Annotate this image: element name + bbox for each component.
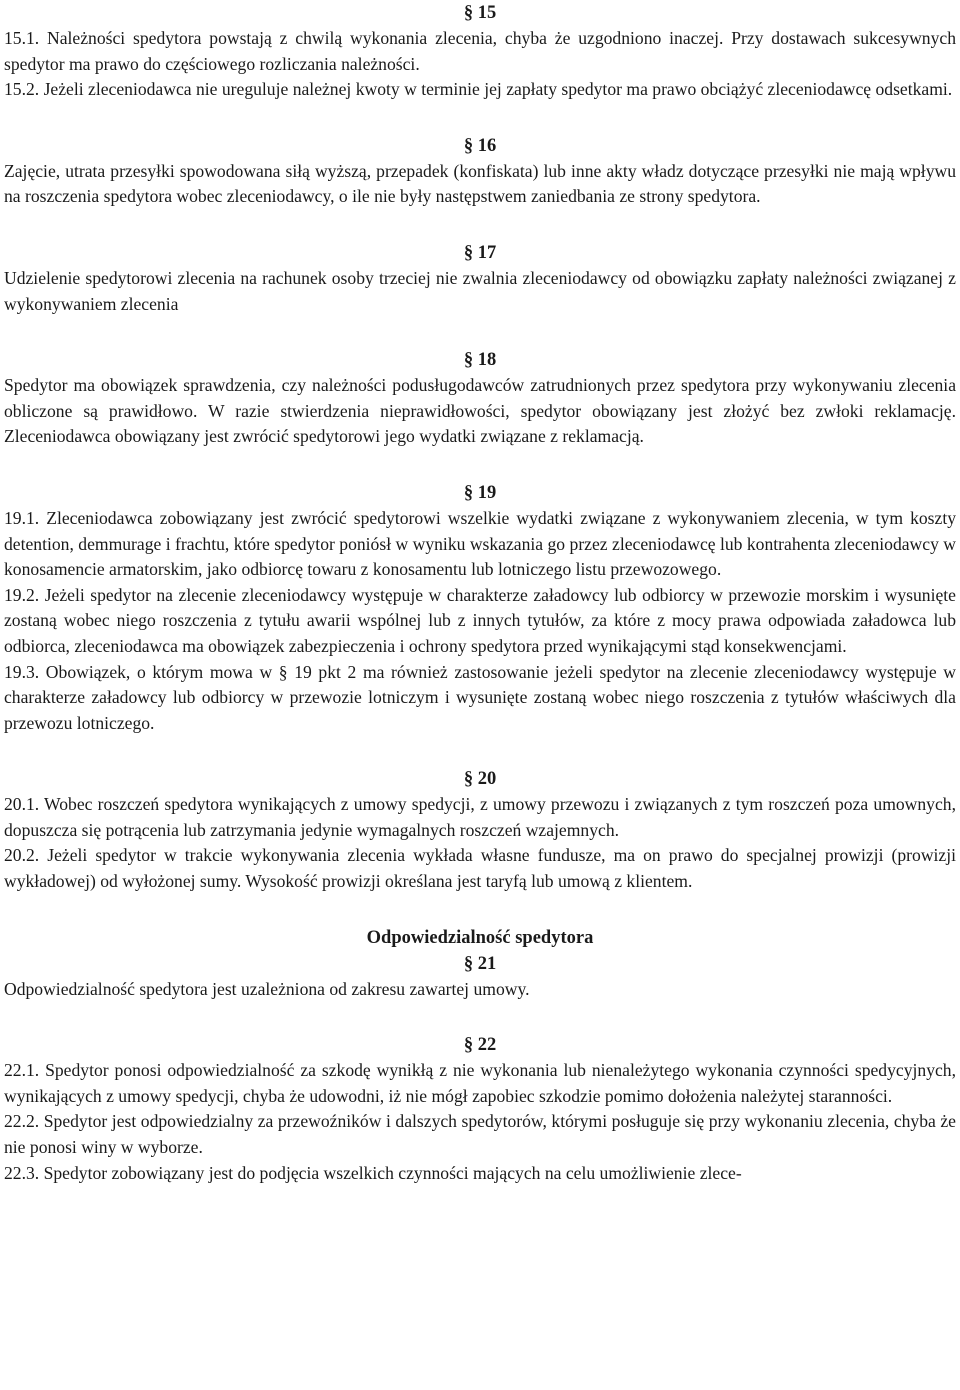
paragraph: 15.2. Jeżeli zleceniodawca nie ureguluje należnej kwoty w terminie jej zapłaty spedytor ma prawo obciążyć zleceniodawcę odsetkami. (4, 79, 953, 100)
section-heading: § 15 (463, 3, 497, 23)
paragraph: 20.1. Wobec roszczeń spedytora wynikających z umowy spedycji, z umowy przewozu i związanych z tym roszczeń poza umownych, dopuszcza się potrącenia lub zatrzymania jedynie wymagalnych roszczeń wzajemnych. (4, 794, 956, 840)
paragraph: 19.1. Zleceniodawca zobowiązany jest zwrócić spedytorowi wszelkie wydatki związane z wykonywaniem zlecenia, w tym koszty detention, demmurage i frachtu, które spedytor poniósł w wyniku wskazania go przez zleceniodawcę lub kontrahenta zleceniodawcy w konosamencie armatorskim, jako odbiorcę towaru z konosamentu lub lotniczego listu przewozowego. (4, 507, 956, 580)
section-16 (4, 133, 956, 210)
spacer (4, 895, 956, 925)
section-20 (4, 766, 956, 894)
chapter-title: Odpowiedzialność spedytora (366, 927, 594, 948)
paragraph: 20.2. Jeżeli spedytor w trakcie wykonywania zlecenia wykłada własne fundusze, ma on prawo do specjalnej prowizji (prowizji wykładowej) od wyłożonej sumy. Wysokość prowizji określana jest taryfą lub umową z klientem. (4, 845, 956, 892)
paragraph: 22.3. Spedytor zobowiązany jest do podjęcia wszelkich czynności mających na celu umożliwienie zlece- (4, 1162, 742, 1183)
section-heading: § 18 (463, 350, 497, 371)
section-22 (4, 1032, 956, 1186)
spacer (4, 736, 956, 766)
section-heading: § 21 (463, 953, 497, 974)
section-17 (4, 240, 956, 317)
paragraph: 15.1. Należności spedytora powstają z chwilą wykonania zlecenia, chyba że uzgodniono inaczej. Przy dostawach sukcesywnych spedytor ma prawo do częściowego rozliczania należności. (4, 28, 956, 74)
spacer (4, 1002, 956, 1032)
section-19 (4, 480, 956, 736)
paragraph: Odpowiedzialność spedytora jest uzależniona od zakresu zawartej umowy. (4, 978, 530, 999)
section-15 (4, 0, 956, 103)
spacer (4, 317, 956, 347)
paragraph: 19.2. Jeżeli spedytor na zlecenie zleceniodawcy występuje w charakterze załadowcy lub odbiorcy w przewozie morskim i wysunięte zostaną wobec niego roszczenia z tytułu awarii wspólnej lub z innych tytułów, za które z mocy prawa odpowiada załadowca lub odbiorca, zleceniodawca ma obowiązek zabezpieczenia i ochrony spedytora przed wynikającymi stąd konsekwencjami. (4, 584, 956, 656)
spacer (4, 210, 956, 240)
paragraph: Spedytor ma obowiązek sprawdzenia, czy należności podusługodawców zatrudnionych przez spedytora przy wykonywaniu zlecenia obliczone są prawidłowo. W razie stwierdzenia nieprawidłowości, spedytor obowiązany jest złożyć bez zwłoki reklamację. Zleceniodawca obowiązany jest zwrócić spedytorowi jego wydatki związane z reklamacją. (4, 375, 956, 447)
section-heading: § 16 (463, 135, 497, 156)
section-18 (4, 347, 956, 450)
spacer (4, 103, 956, 133)
section-heading: § 17 (463, 242, 497, 263)
paragraph: Zajęcie, utrata przesyłki spowodowana siłą wyższą, przepadek (konfiskata) lub inne akty władz dotyczące przesyłki nie mają wpływu na roszczenia spedytora wobec zleceniodawcy, o ile nie były następstwem zaniedbania ze strony spedytora. (4, 160, 956, 207)
paragraph: 22.2. Spedytor jest odpowiedzialny za przewoźników i dalszych spedytorów, którymi posługuje się przy wykonaniu zlecenia, chyba że nie ponosi winy w wyborze. (4, 1111, 956, 1158)
paragraph: Udzielenie spedytorowi zlecenia na rachunek osoby trzeciej nie zwalnia zleceniodawcy od obowiązku zapłaty należności związanej z wykonywaniem zlecenia (4, 267, 956, 314)
section-heading: § 22 (463, 1035, 497, 1056)
document-page (4, 0, 956, 1186)
paragraph: 19.3. Obowiązek, o którym mowa w § 19 pkt 2 ma również zastosowanie jeżeli spedytor na zlecenie zleceniodawcy występuje w charakterze załadowcy lub odbiorcy w przewozie lotniczym i wysunięte zostaną wobec niego roszczenia z tytułów właściwych dla przewozu lotniczego. (4, 661, 956, 733)
spacer (4, 450, 956, 480)
section-heading: § 19 (463, 482, 497, 503)
section-heading: § 20 (463, 769, 497, 790)
section-21 (4, 951, 956, 1003)
paragraph: 22.1. Spedytor ponosi odpowiedzialność za szkodę wynikłą z nie wykonania lub nienależytego wykonania czynności spedycyjnych, wynikających z umowy spedycji, chyba że udowodni, iż nie mógł zapobiec szkodzie pomimo dołożenia należytej staranności. (4, 1060, 956, 1106)
